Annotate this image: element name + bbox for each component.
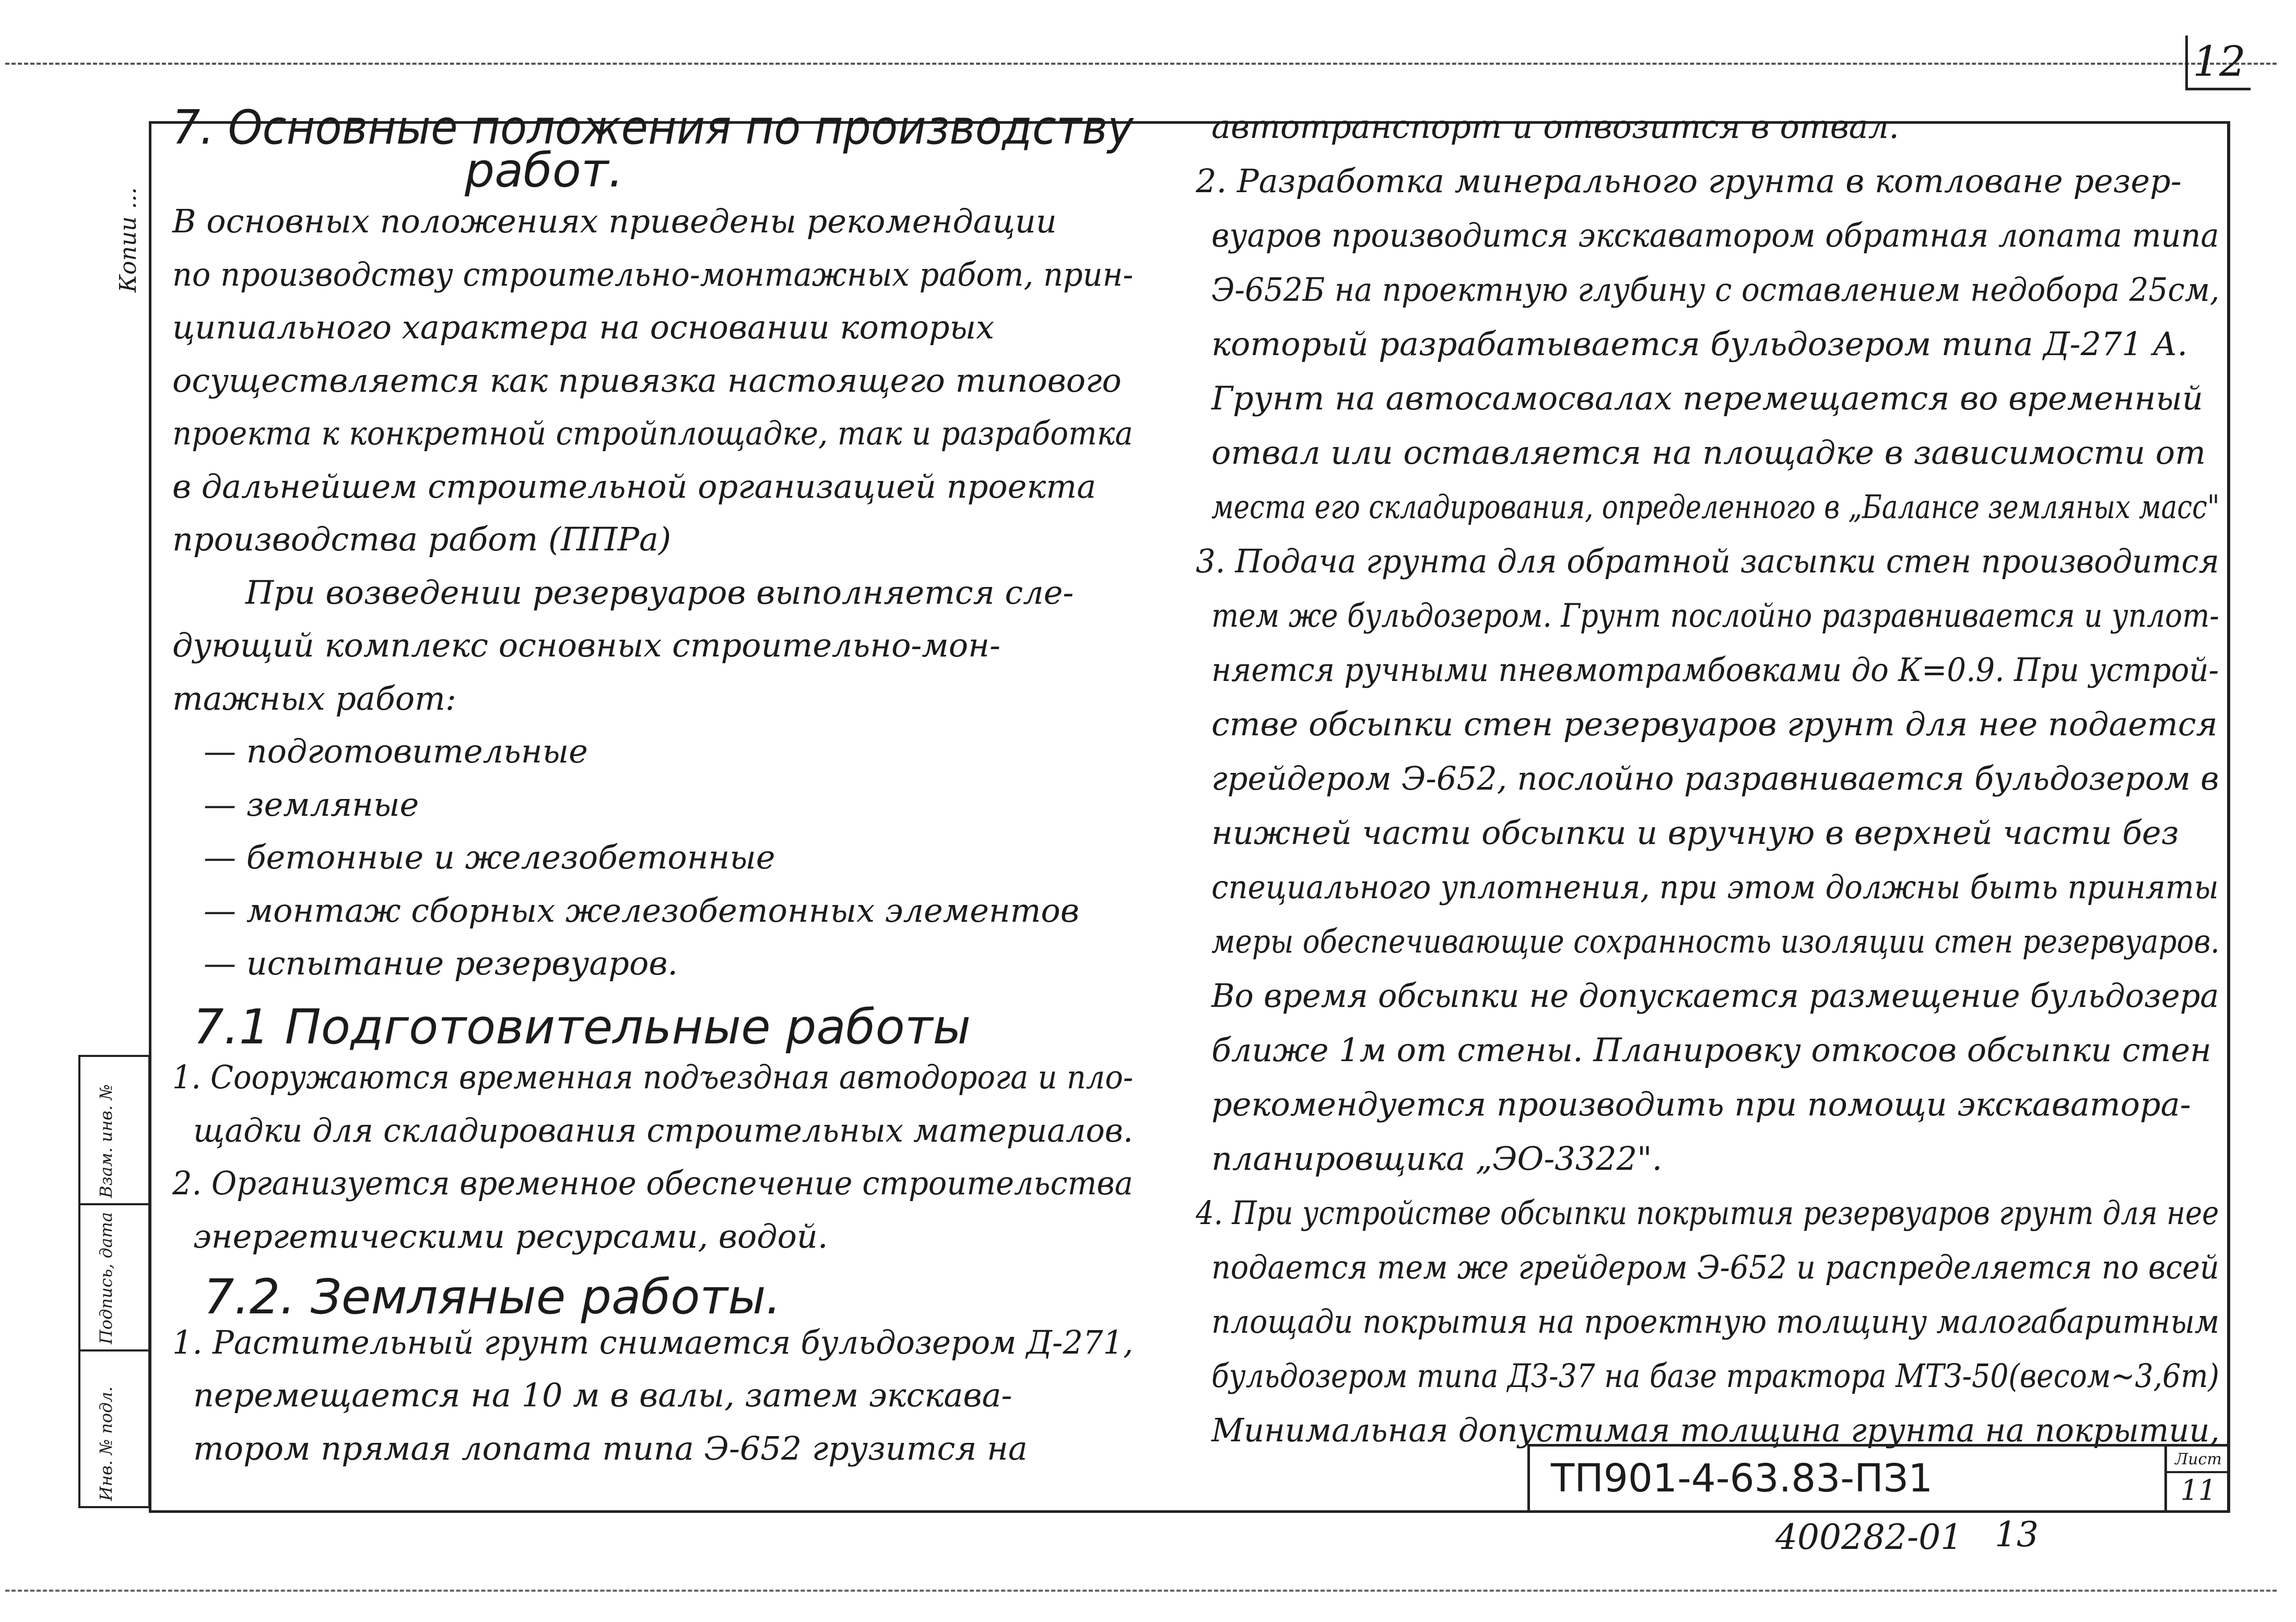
- text-line: автотранспорт и отвозится в отвал.: [1211, 108, 1899, 146]
- text-line: няется ручными пневмотрамбовками до К=0.9. При устрой-: [1211, 651, 2219, 689]
- text-line: 2. Разработка минерального грунта в котловане резер-: [1196, 162, 2182, 200]
- section-heading: 7.2. Земляные работы.: [204, 1269, 781, 1325]
- text-line: стве обсыпки стен резервуаров грунт для нее подается: [1211, 705, 2218, 743]
- text-line: отвал или оставляется на площадке в зависимости от: [1211, 433, 2206, 472]
- text-line: осуществляется как привязка настоящего типового: [172, 361, 1122, 399]
- text-line: 1. Сооружаются временная подъездная автодорога и пло-: [172, 1058, 1134, 1096]
- text-line: грейдером Э-652, послойно разравнивается бульдозером в: [1211, 759, 2219, 797]
- text-line: — земляные: [204, 785, 419, 824]
- section-heading: 7. Основные положения по производству: [172, 100, 1134, 155]
- side-stamp-divider: [80, 1349, 148, 1351]
- text-line: тором прямая лопата типа Э-652 грузится на: [193, 1429, 1028, 1467]
- text-line: меры обеспечивающие сохранность изоляции стен резервуаров.: [1211, 922, 2220, 960]
- text-line: Грунт на автосамосвалах перемещается во временный: [1211, 379, 2203, 417]
- text-line: который разрабатывается бульдозером типа Д-271 А.: [1211, 325, 2188, 363]
- text-line: производства работ (ППРа): [172, 520, 672, 558]
- side-stamp-divider: [80, 1203, 148, 1205]
- sheet-label: Лист: [2167, 1448, 2230, 1473]
- title-block: [1527, 1444, 2230, 1510]
- text-line: — испытание резервуаров.: [204, 944, 678, 982]
- text-line: дующий комплекс основных строительно-мон-: [172, 626, 1000, 664]
- text-line: энергетическими ресурсами, водой.: [193, 1217, 828, 1255]
- side-stamp: [78, 1055, 150, 1508]
- text-line: в дальнейшем строительной организацией проекта: [172, 467, 1097, 506]
- document-code: ТП901-4-63.83-ПЗ1: [1551, 1456, 1933, 1501]
- text-line: 2. Организуется временное обеспечение строительства: [172, 1164, 1133, 1202]
- side-stamp-label: Подпись, дата: [96, 1212, 116, 1344]
- corner-mark: Копии ...: [115, 187, 142, 292]
- side-stamp-label: Инв. № подл.: [96, 1386, 116, 1501]
- text-line: специального уплотнения, при этом должны быть приняты: [1211, 868, 2219, 906]
- text-line: — монтаж сборных железобетонных элементов: [204, 891, 1079, 930]
- text-line: 4. При устройстве обсыпки покрытия резервуаров грунт для нее: [1196, 1194, 2219, 1232]
- text-line: планировщика „ЭО-3322".: [1211, 1139, 1663, 1178]
- inventory-number: 400282-01: [1775, 1517, 1963, 1557]
- text-line: При возведении резервуаров выполняется сле-: [245, 573, 1074, 612]
- text-line: подается тем же грейдером Э-652 и распределяется по всей: [1211, 1248, 2219, 1286]
- text-line: Во время обсыпки не допускается размещение бульдозера: [1211, 977, 2219, 1015]
- text-line: тажных работ:: [172, 679, 456, 718]
- inventory-mark: 13: [1995, 1514, 2039, 1555]
- text-line: перемещается на 10 м в валы, затем экскава-: [193, 1376, 1012, 1414]
- sheet-value: 11: [2180, 1474, 2217, 1507]
- text-line: — подготовительные: [204, 732, 588, 770]
- text-line: тем же бульдозером. Грунт послойно разравнивается и уплот-: [1211, 596, 2219, 634]
- text-line: 1. Растительный грунт снимается бульдозером Д-271,: [172, 1323, 1134, 1361]
- text-line: 3. Подача грунта для обратной засыпки стен производится: [1196, 542, 2219, 580]
- section-heading: работ.: [465, 143, 623, 198]
- text-line: рекомендуется производить при помощи экскаватора-: [1211, 1085, 2191, 1123]
- text-line: ципиального характера на основании которых: [172, 308, 995, 346]
- side-stamp-label: Взам. инв. №: [96, 1084, 116, 1198]
- text-line: Минимальная допустимая толщина грунта на покрытии,: [1211, 1411, 2220, 1449]
- sheet-number: 12: [2185, 36, 2251, 90]
- text-line: В основных положениях приведены рекомендации: [172, 202, 1057, 240]
- title-block-sheet-cell: [2164, 1447, 2230, 1510]
- section-heading: 7.1 Подготовительные работы: [193, 998, 971, 1055]
- text-line: места его складирования, определенного в „Балансе земляных масс": [1211, 488, 2220, 526]
- text-line: нижней части обсыпки и вручную в верхней части без: [1211, 814, 2179, 852]
- text-line: — бетонные и железобетонные: [204, 838, 775, 876]
- text-line: щадки для складирования строительных материалов.: [193, 1111, 1133, 1149]
- text-line: площади покрытия на проектную толщину малогабаритным: [1211, 1302, 2220, 1341]
- text-line: проекта к конкретной стройплощадке, так и разработка: [172, 414, 1133, 452]
- text-line: бульдозером типа ДЗ-37 на базе трактора МТЗ-50(весом~3,6т): [1211, 1357, 2219, 1395]
- text-line: по производству строительно-монтажных работ, прин-: [172, 255, 1134, 293]
- text-line: Э-652Б на проектную глубину с оставлением недобора 25см,: [1211, 271, 2220, 309]
- text-line: вуаров производится экскаватором обратная лопата типа: [1211, 216, 2219, 254]
- text-line: ближе 1м от стены. Планировку откосов обсыпки стен: [1211, 1031, 2211, 1069]
